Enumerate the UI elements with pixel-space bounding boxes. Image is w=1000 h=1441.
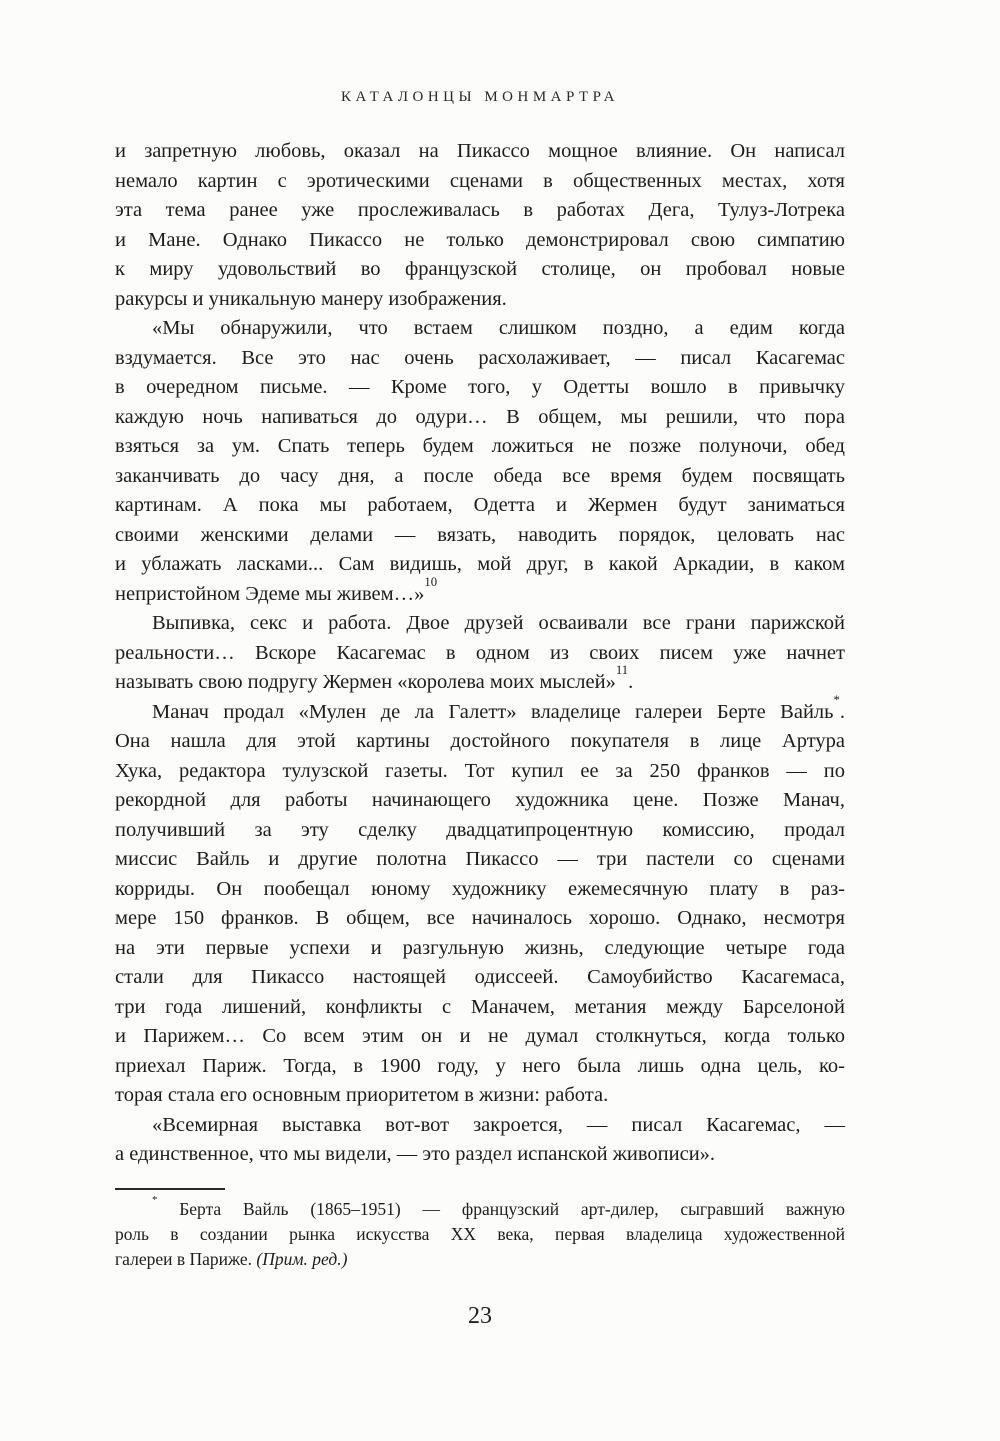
text-line — [115, 845, 845, 875]
text-run: на эти первые успехи и разгульную жизнь, следующие четыре года — [115, 936, 845, 959]
text-line — [115, 786, 845, 816]
text-run: Хука, редактора тулузской газеты. Тот купил ее за 250 франков — по — [115, 759, 845, 782]
text-run: получивший за эту сделку двадцатипроцентную комиссию, продал — [115, 818, 845, 841]
text-line — [115, 137, 845, 167]
text-line — [115, 226, 845, 256]
text-line — [115, 491, 845, 521]
text-line — [115, 1022, 845, 1052]
text-run: своими женскими делами — вязать, наводить порядок, целовать нас — [115, 523, 845, 546]
text-line — [115, 1222, 845, 1247]
text-run: реальности… Вскоре Касагемас в одном из своих писем уже начнет — [115, 641, 845, 664]
superscript-ref: * — [833, 692, 840, 707]
text-run: к миру удовольствий во французской столице, он пробовал новые — [115, 258, 845, 280]
text-run: три года лишений, конфликты с Маначем, метания между Барселоной — [115, 995, 845, 1018]
text-run: (Прим. ред.) — [256, 1249, 348, 1269]
text-run: мере 150 франков. В общем, все начиналось хорошо. Однако, несмотря — [115, 907, 845, 929]
text-run: «Всемирная выставка вот-вот закроется, — писал Касагемас, — — [152, 1113, 845, 1136]
text-line — [115, 663, 845, 698]
text-line — [115, 963, 845, 993]
text-line — [115, 403, 845, 433]
text-line — [115, 1194, 845, 1222]
text-run: и Парижем… Со всем этим он и не думал столкнуться, когда только — [115, 1025, 845, 1047]
text-line — [115, 167, 845, 197]
text-run: заканчивать до часу дня, а после обеда все время будем посвящать — [115, 464, 845, 487]
text-line — [115, 816, 845, 846]
paragraph — [115, 692, 845, 1111]
text-run: «Мы обнаружили, что встаем слишком поздно, а едим когда — [152, 317, 845, 339]
paragraph — [115, 1194, 845, 1272]
paragraph — [115, 314, 845, 609]
footnote — [115, 1194, 845, 1272]
text-run: а единственное, что мы видели, — это раздел испанской живописи». — [115, 1143, 716, 1165]
text-run: ракурсы и уникальную манеру изображения. — [115, 287, 507, 310]
superscript-ref: 10 — [424, 574, 438, 589]
text-run: Она нашла для этой картины достойного покупателя в лице Артура — [115, 730, 845, 752]
paragraph — [115, 609, 845, 698]
text-run: Берта Вайль (1865–1951) — французский арт-дилер, сыгравший важную — [157, 1199, 845, 1219]
text-line — [115, 639, 845, 669]
paragraph — [115, 137, 845, 314]
running-header: КАТАЛОНЦЫ МОНМАРТРА — [341, 89, 619, 105]
text-run: и Мане. Однако Пикассо не только демонстрировал свою симпатию — [115, 228, 845, 251]
text-line — [115, 344, 845, 374]
text-run: корриды. Он пообещал юному художнику ежемесячную плату в раз- — [115, 877, 845, 900]
text-line — [115, 993, 845, 1023]
text-line — [115, 1081, 845, 1111]
text-line — [115, 1111, 845, 1141]
text-run: галереи в Париже. — [115, 1249, 257, 1269]
text-run: стали для Пикассо настоящей одиссеей. Самоубийство Касагемаса, — [115, 966, 845, 988]
paragraph — [115, 1111, 845, 1170]
text-run: миссис Вайль и другие полотна Пикассо — три пастели со сценами — [115, 848, 845, 870]
text-line — [115, 373, 845, 403]
page-number: 23 — [468, 1303, 492, 1329]
text-line — [115, 462, 845, 492]
text-line — [115, 934, 845, 964]
text-line — [115, 875, 845, 905]
text-run: приехал Париж. Тогда, в 1900 году, у него была лишь одна цель, ко- — [115, 1054, 845, 1077]
text-run: немало картин с эротическими сценами в общественных местах, хотя — [115, 169, 845, 192]
text-line — [115, 255, 845, 285]
superscript-ref: 11 — [615, 663, 629, 678]
text-run: в очередном письме. — Кроме того, у Одетты вошло в привычку — [115, 376, 845, 398]
text-line — [115, 432, 845, 462]
text-run: взяться за ум. Спать теперь будем ложиться не позже полуночи, обед — [115, 435, 845, 457]
text-run: рекордной для работы начинающего художника цене. Позже Манач, — [115, 789, 845, 811]
text-run: и ублажать ласками... Сам видишь, мой друг, в какой Аркадии, в каком — [115, 553, 845, 575]
text-run: . — [628, 671, 634, 693]
text-line — [115, 196, 845, 226]
text-run: торая стала его основным приоритетом в жизни: работа. — [115, 1084, 609, 1106]
text-run: картинам. А пока мы работаем, Одетта и Жермен будут заниматься — [115, 494, 845, 516]
footnote-divider — [115, 1188, 225, 1190]
text-line — [115, 757, 845, 787]
text-line — [115, 285, 845, 315]
text-run: эта тема ранее уже прослеживалась в работах Дега, Тулуз-Лотрека — [115, 199, 845, 221]
text-run: и запретную любовь, оказал на Пикассо мощное влияние. Он написал — [115, 140, 845, 162]
text-run: . — [839, 700, 845, 723]
text-line — [115, 692, 845, 728]
superscript-ref: * — [152, 1194, 158, 1207]
text-line — [115, 1140, 845, 1170]
text-run: Манач продал «Мулен де ла Галетт» владелице галереи Берте Вайль — [152, 700, 834, 723]
text-run: роль в создании рынка искусства XX века, первая владелица художественной — [115, 1224, 845, 1244]
text-line — [115, 904, 845, 934]
text-line — [115, 314, 845, 344]
text-run: вздумается. Все это нас очень расхолаживает, — писал Касагемас — [115, 346, 845, 369]
text-line — [115, 727, 845, 757]
text-run: называть свою подругу Жермен «королева моих мыслей» — [115, 671, 616, 693]
text-line — [115, 550, 845, 580]
text-run: Выпивка, секс и работа. Двое друзей осваивали все грани парижской — [152, 612, 845, 634]
body-text — [115, 137, 845, 1170]
text-line — [115, 1052, 845, 1082]
text-run: непристойном Эдеме мы живем…» — [115, 582, 425, 605]
text-line — [115, 574, 845, 610]
text-run: каждую ночь напиваться до одури… В общем, мы решили, что пора — [115, 405, 845, 428]
text-line — [115, 1247, 845, 1272]
text-line — [115, 609, 845, 639]
text-line — [115, 521, 845, 551]
